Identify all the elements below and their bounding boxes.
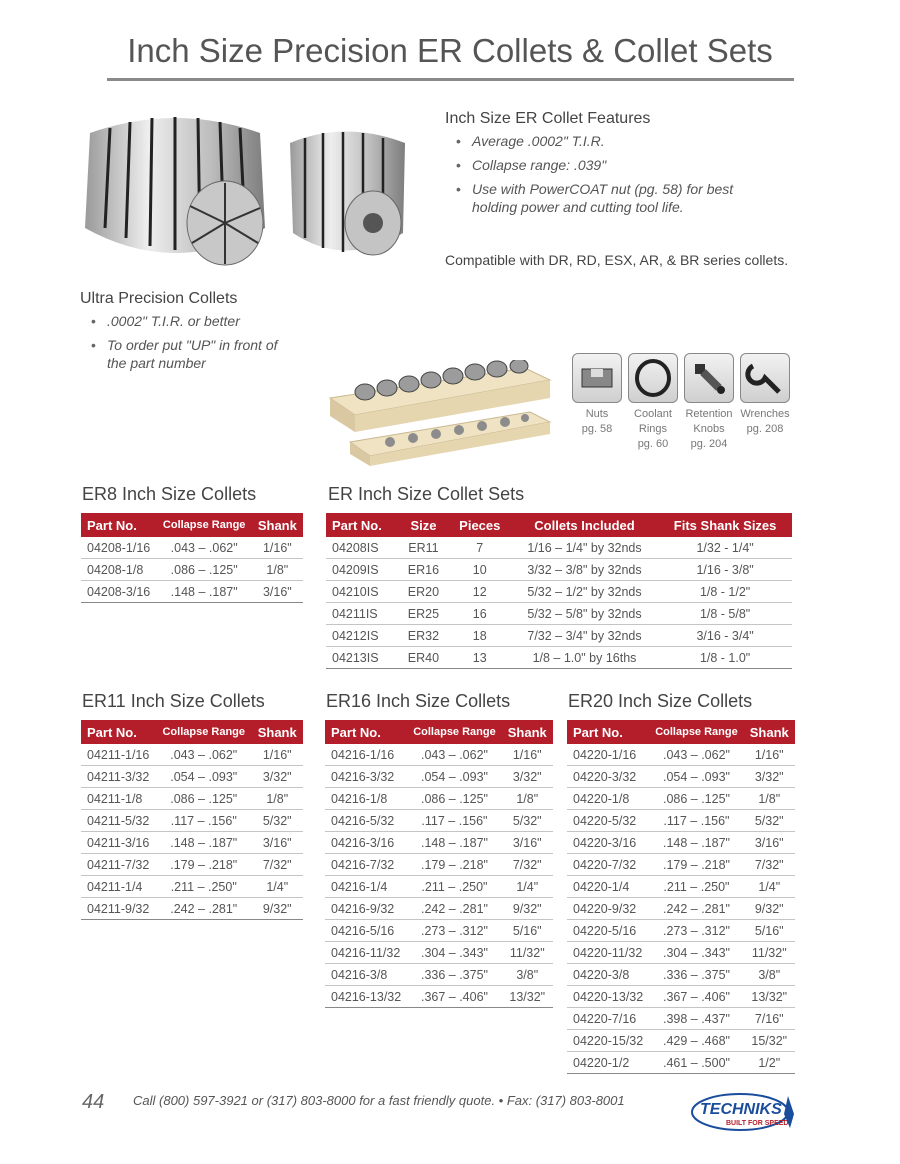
col-header: Size — [398, 513, 449, 537]
table-cell: 3/16" — [252, 581, 303, 603]
col-header: Shank — [252, 513, 303, 537]
table-cell: 1/32 - 1/4" — [658, 537, 792, 559]
table-cell: .086 – .125" — [157, 559, 252, 581]
table-cell: .429 – .468" — [649, 1030, 744, 1052]
table-cell: .148 – .187" — [649, 832, 744, 854]
table-cell: 1/8" — [252, 559, 303, 581]
table-row — [326, 625, 792, 647]
table-row — [567, 854, 795, 876]
table-cell: 04211-3/16 — [81, 832, 156, 854]
table-cell: 1/8 - 1/2" — [658, 581, 792, 603]
page-title: Inch Size Precision ER Collets & Collet Sets — [127, 32, 773, 69]
table-cell: 04211-1/4 — [81, 876, 156, 898]
ultra-item: • .0002" T.I.R. or better — [91, 312, 291, 330]
table-row — [81, 876, 303, 898]
contact-line: Call (800) 597-3921 or (317) 803-8000 for a fast friendly quote. • Fax: (317) 803-8001 — [133, 1093, 625, 1108]
table-cell: 9/32" — [502, 898, 553, 920]
table-cell: .179 – .218" — [407, 854, 502, 876]
col-header: Pieces — [449, 513, 511, 537]
table-cell: ER40 — [398, 647, 449, 669]
table-cell: 04216-1/8 — [325, 788, 407, 810]
table-row — [567, 1030, 795, 1052]
er8-table — [81, 513, 303, 603]
table-cell: 1/8" — [744, 788, 795, 810]
table-cell: 04211-9/32 — [81, 898, 156, 920]
table-cell: .148 – .187" — [157, 581, 252, 603]
table-cell: 04220-11/32 — [567, 942, 649, 964]
table-cell: 1/8" — [251, 788, 303, 810]
table-cell: ER16 — [398, 559, 449, 581]
table-cell: 16 — [449, 603, 511, 625]
ultra-list — [91, 312, 291, 378]
table-row — [326, 603, 792, 625]
accessories — [571, 353, 791, 452]
table-cell: 10 — [449, 559, 511, 581]
table-cell: 3/32 – 3/8" by 32nds — [511, 559, 658, 581]
feature-item: • Collapse range: .039" — [456, 156, 756, 174]
table-row — [325, 876, 553, 898]
table-cell: 04220-7/16 — [567, 1008, 649, 1030]
col-header: Shank — [502, 720, 553, 744]
table-cell: .179 – .218" — [649, 854, 744, 876]
table-row — [81, 854, 303, 876]
table-cell: ER20 — [398, 581, 449, 603]
table-cell: .367 – .406" — [407, 986, 502, 1008]
table-cell: 04216-3/8 — [325, 964, 407, 986]
table-cell: 1/8 - 5/8" — [658, 603, 792, 625]
table-row — [325, 766, 553, 788]
table-row — [81, 581, 303, 603]
nut-icon — [572, 353, 622, 403]
table-cell: 04220-9/32 — [567, 898, 649, 920]
table-cell: 04220-1/8 — [567, 788, 649, 810]
table-cell: 3/16" — [744, 832, 795, 854]
table-cell: 1/8" — [502, 788, 553, 810]
table-cell: .242 – .281" — [407, 898, 502, 920]
table-cell: 04216-1/16 — [325, 744, 407, 766]
table-cell: 04210IS — [326, 581, 398, 603]
accessory-label: Wrenches pg. 208 — [740, 408, 790, 435]
table-cell: 04208IS — [326, 537, 398, 559]
table-cell: .054 – .093" — [407, 766, 502, 788]
table-row — [325, 854, 553, 876]
table-cell: 11/32" — [502, 942, 553, 964]
title-rule — [107, 78, 794, 81]
table-row — [567, 744, 795, 766]
table-row — [81, 744, 303, 766]
table-row — [567, 832, 795, 854]
table-cell: 04216-5/16 — [325, 920, 407, 942]
table-cell: .043 – .062" — [649, 744, 744, 766]
col-header: Shank — [744, 720, 795, 744]
table-cell: .117 – .156" — [156, 810, 251, 832]
table-cell: 04216-1/4 — [325, 876, 407, 898]
col-header: Part No. — [567, 720, 649, 744]
table-row — [81, 766, 303, 788]
table-cell: 04208-1/8 — [81, 559, 157, 581]
table-cell: .273 – .312" — [407, 920, 502, 942]
table-row — [326, 647, 792, 669]
table-cell: 1/4" — [251, 876, 303, 898]
techniks-logo — [690, 1092, 800, 1132]
col-header: Collets Included — [511, 513, 658, 537]
table-cell: .336 – .375" — [407, 964, 502, 986]
table-cell: .211 – .250" — [156, 876, 251, 898]
table-cell: 15/32" — [744, 1030, 795, 1052]
table-cell: 7/32" — [251, 854, 303, 876]
table-cell: .367 – .406" — [649, 986, 744, 1008]
retention-knob-icon — [684, 353, 734, 403]
table-cell: .211 – .250" — [649, 876, 744, 898]
table-cell: .117 – .156" — [649, 810, 744, 832]
table-cell: .086 – .125" — [156, 788, 251, 810]
table-cell: 04216-5/32 — [325, 810, 407, 832]
table-cell: 04208-1/16 — [81, 537, 157, 559]
table-cell: 18 — [449, 625, 511, 647]
table-cell: 1/16" — [252, 537, 303, 559]
table-cell: .054 – .093" — [649, 766, 744, 788]
table-cell: 1/16 – 1/4" by 32nds — [511, 537, 658, 559]
table-cell: 13 — [449, 647, 511, 669]
table-row — [567, 876, 795, 898]
wrench-icon — [740, 353, 790, 403]
table-cell: .086 – .125" — [407, 788, 502, 810]
table-cell: 11/32" — [744, 942, 795, 964]
table-row — [81, 810, 303, 832]
table-cell: .043 – .062" — [407, 744, 502, 766]
col-header: Part No. — [326, 513, 398, 537]
table-row — [567, 788, 795, 810]
table-cell: 04220-1/4 — [567, 876, 649, 898]
table-cell: 7/32 – 3/4" by 32nds — [511, 625, 658, 647]
features-heading: Inch Size ER Collet Features — [445, 110, 651, 127]
logo-text: TECHNIKS — [700, 1101, 782, 1118]
er8-heading: ER8 Inch Size Collets — [82, 484, 257, 504]
table-cell: 04220-1/16 — [567, 744, 649, 766]
col-header: Fits Shank Sizes — [658, 513, 792, 537]
table-cell: 04211-1/16 — [81, 744, 156, 766]
table-cell: 04216-7/32 — [325, 854, 407, 876]
accessory-retention-knobs[interactable] — [683, 353, 735, 452]
collet-set-photo — [325, 360, 557, 468]
table-cell: 04220-15/32 — [567, 1030, 649, 1052]
table-cell: 9/32" — [251, 898, 303, 920]
table-row — [567, 920, 795, 942]
table-row — [325, 986, 553, 1008]
collet-photo — [80, 108, 420, 278]
table-cell: 1/16 - 3/8" — [658, 559, 792, 581]
table-cell: .043 – .062" — [157, 537, 252, 559]
table-row — [326, 581, 792, 603]
table-cell: .211 – .250" — [407, 876, 502, 898]
sets-heading: ER Inch Size Collet Sets — [328, 484, 525, 504]
accessory-nuts[interactable] — [571, 353, 623, 452]
col-header: Part No. — [81, 513, 157, 537]
table-row — [81, 898, 303, 920]
table-cell: 13/32" — [744, 986, 795, 1008]
er16-heading: ER16 Inch Size Collets — [326, 691, 511, 711]
table-row — [81, 537, 303, 559]
table-cell: 1/8 – 1.0" by 16ths — [511, 647, 658, 669]
table-cell: 7 — [449, 537, 511, 559]
accessory-label: Nuts pg. 58 — [581, 408, 613, 435]
table-row — [567, 1052, 795, 1074]
table-cell: 04211-1/8 — [81, 788, 156, 810]
table-row — [567, 964, 795, 986]
table-row — [567, 898, 795, 920]
table-row — [325, 898, 553, 920]
table-cell: 5/32 – 5/8" by 32nds — [511, 603, 658, 625]
table-cell: 3/32" — [502, 766, 553, 788]
table-row — [325, 788, 553, 810]
table-cell: .461 – .500" — [649, 1052, 744, 1074]
table-cell: 04213IS — [326, 647, 398, 669]
table-cell: 12 — [449, 581, 511, 603]
table-cell: 04216-3/16 — [325, 832, 407, 854]
table-cell: 3/16" — [502, 832, 553, 854]
table-cell: .304 – .343" — [649, 942, 744, 964]
ultra-item: • To order put "UP" in front of the part number — [91, 336, 291, 372]
table-cell: 7/16" — [744, 1008, 795, 1030]
table-row — [325, 810, 553, 832]
accessory-label: Coolant Rings pg. 60 — [634, 408, 672, 450]
table-cell: 5/32" — [251, 810, 303, 832]
table-cell: 1/16" — [744, 744, 795, 766]
table-cell: .336 – .375" — [649, 964, 744, 986]
table-cell: 04216-11/32 — [325, 942, 407, 964]
table-cell: 5/32 – 1/2" by 32nds — [511, 581, 658, 603]
table-cell: .304 – .343" — [407, 942, 502, 964]
table-cell: 3/8" — [744, 964, 795, 986]
feature-item: • Average .0002" T.I.R. — [456, 132, 756, 150]
table-cell: 5/16" — [744, 920, 795, 942]
table-row — [567, 766, 795, 788]
table-cell: .148 – .187" — [407, 832, 502, 854]
table-cell: 13/32" — [502, 986, 553, 1008]
col-header: Collapse Range — [407, 720, 502, 744]
table-cell: .117 – .156" — [407, 810, 502, 832]
accessory-wrenches[interactable] — [739, 353, 791, 452]
table-cell: 5/32" — [502, 810, 553, 832]
table-cell: 04211-5/32 — [81, 810, 156, 832]
table-cell: 1/16" — [251, 744, 303, 766]
table-cell: .179 – .218" — [156, 854, 251, 876]
table-cell: 3/32" — [744, 766, 795, 788]
col-header: Part No. — [81, 720, 156, 744]
table-cell: .242 – .281" — [649, 898, 744, 920]
er11-table — [81, 720, 303, 920]
table-cell: 04220-5/16 — [567, 920, 649, 942]
table-row — [81, 788, 303, 810]
table-row — [325, 920, 553, 942]
table-row — [326, 559, 792, 581]
table-cell: 3/32" — [251, 766, 303, 788]
table-cell: 04220-13/32 — [567, 986, 649, 1008]
table-cell: 3/16" — [251, 832, 303, 854]
col-header: Shank — [251, 720, 303, 744]
compatibility-note: Compatible with DR, RD, ESX, AR, & BR series collets. — [445, 252, 789, 268]
table-cell: 04216-3/32 — [325, 766, 407, 788]
table-row — [326, 537, 792, 559]
table-row — [325, 964, 553, 986]
large-collet — [85, 117, 265, 265]
table-cell: 04220-1/2 — [567, 1052, 649, 1074]
table-cell: 7/32" — [502, 854, 553, 876]
table-cell: .043 – .062" — [156, 744, 251, 766]
table-cell: 1/2" — [744, 1052, 795, 1074]
table-cell: 04212IS — [326, 625, 398, 647]
table-cell: 3/16 - 3/4" — [658, 625, 792, 647]
table-cell: 04220-5/32 — [567, 810, 649, 832]
sets-table — [326, 513, 792, 669]
col-header: Collapse Range — [156, 720, 251, 744]
er20-table — [567, 720, 795, 1074]
coolant-ring-icon — [628, 353, 678, 403]
er11-heading: ER11 Inch Size Collets — [82, 691, 265, 711]
table-cell: 04220-7/32 — [567, 854, 649, 876]
ultra-heading: Ultra Precision Collets — [80, 290, 238, 307]
col-header: Part No. — [325, 720, 407, 744]
table-cell: 04211-7/32 — [81, 854, 156, 876]
table-row — [325, 832, 553, 854]
table-cell: 7/32" — [744, 854, 795, 876]
table-row — [567, 986, 795, 1008]
er20-heading: ER20 Inch Size Collets — [568, 691, 753, 711]
table-row — [81, 559, 303, 581]
table-cell: ER11 — [398, 537, 449, 559]
table-cell: 04211IS — [326, 603, 398, 625]
table-cell: 9/32" — [744, 898, 795, 920]
page-number: 44 — [82, 1091, 105, 1113]
table-cell: 5/16" — [502, 920, 553, 942]
table-cell: .242 – .281" — [156, 898, 251, 920]
table-cell: 04220-3/16 — [567, 832, 649, 854]
feature-item: • Use with PowerCOAT nut (pg. 58) for best holding power and cutting tool life. — [456, 180, 756, 216]
small-collet — [290, 132, 405, 256]
logo-tagline: BUILT FOR SPEED — [726, 1120, 789, 1127]
table-row — [325, 942, 553, 964]
table-row — [567, 942, 795, 964]
col-header: Collapse Range — [649, 720, 744, 744]
table-cell: 3/8" — [502, 964, 553, 986]
table-row — [567, 1008, 795, 1030]
table-cell: 04216-9/32 — [325, 898, 407, 920]
table-cell: 1/16" — [502, 744, 553, 766]
table-cell: 04220-3/8 — [567, 964, 649, 986]
accessory-coolant-rings[interactable] — [627, 353, 679, 452]
table-cell: .148 – .187" — [156, 832, 251, 854]
table-cell: ER25 — [398, 603, 449, 625]
table-cell: 1/4" — [744, 876, 795, 898]
table-cell: .273 – .312" — [649, 920, 744, 942]
table-row — [81, 832, 303, 854]
table-cell: .398 – .437" — [649, 1008, 744, 1030]
table-cell: ER32 — [398, 625, 449, 647]
table-cell: 04208-3/16 — [81, 581, 157, 603]
table-cell: 04220-3/32 — [567, 766, 649, 788]
accessory-label: Retention Knobs pg. 204 — [685, 408, 733, 450]
table-cell: 1/4" — [502, 876, 553, 898]
features-list — [456, 132, 756, 222]
table-cell: .054 – .093" — [156, 766, 251, 788]
table-cell: 04216-13/32 — [325, 986, 407, 1008]
table-row — [325, 744, 553, 766]
table-cell: 1/8 - 1.0" — [658, 647, 792, 669]
col-header: Collapse Range — [157, 513, 252, 537]
table-cell: 5/32" — [744, 810, 795, 832]
table-cell: 04211-3/32 — [81, 766, 156, 788]
table-row — [567, 810, 795, 832]
table-cell: .086 – .125" — [649, 788, 744, 810]
table-cell: 04209IS — [326, 559, 398, 581]
er16-table — [325, 720, 553, 1008]
